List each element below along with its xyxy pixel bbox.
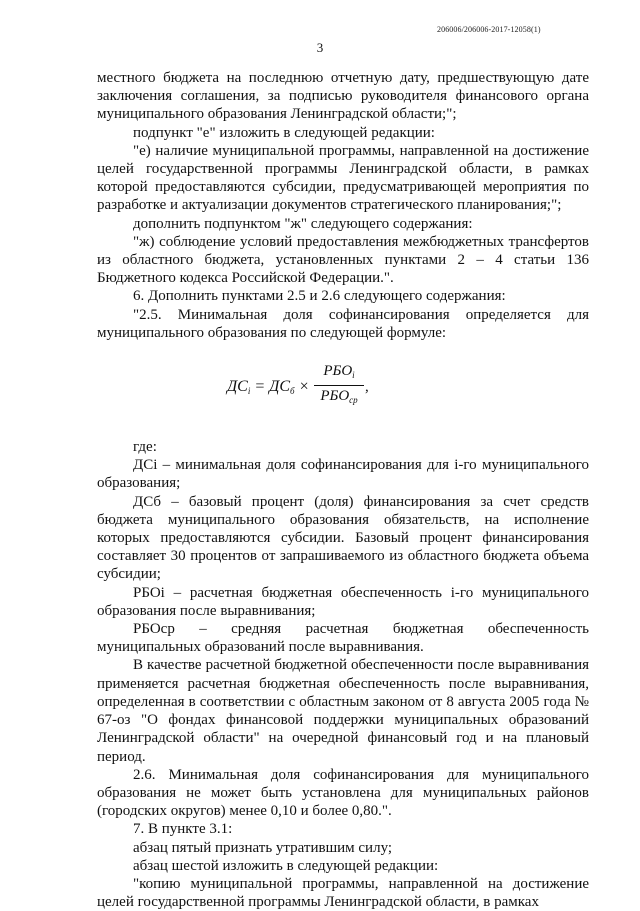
paragraph: "ж) соблюдение условий предоставления межбюджетных трансфертов из областного бюджета, установленных пунктами 2 – 4 статьи 136 Бюджетного кодекса Российской Федерации.". xyxy=(97,233,589,287)
paragraph: где: xyxy=(133,439,157,456)
formula-numerator: $РБО_i$ xyxy=(314,362,364,386)
formula-subscript: i xyxy=(247,386,251,397)
paragraph: ДСi – минимальная доля софинансирования для i-го муниципального образования; xyxy=(97,457,589,492)
paragraph: 2.6. Минимальная доля софинансирования для муниципального образования не может быть установлена для муниципальных районов (городских округов) менее 0,10 и более 0,80.". xyxy=(97,766,589,820)
paragraph: В качестве расчетной бюджетной обеспеченности после выравнивания применяется расчетная бюджетная обеспеченность после выравнивания, определенная в соответствии с областным законом от 8 августа 2005 года № 67-оз "О фондах финансовой поддержки муниципальных образований Ленинградской области" на очередной финансовый год и на плановый период. xyxy=(97,657,589,765)
paragraph: "2.5. Минимальная доля софинансирования определяется для муниципального образования по следующей формуле: xyxy=(97,306,589,341)
formula-subscript: б xyxy=(290,386,295,397)
formula-comma: , xyxy=(365,379,369,396)
paragraph: "копию муниципальной программы, направленной на достижение целей государственной программы Ленинградской области, в рамках xyxy=(97,875,589,911)
formula-equals: = xyxy=(250,378,270,396)
formula-fraction xyxy=(314,362,364,409)
paragraph: местного бюджета на последнюю отчетную дату, предшествующую дате заключения соглашения, за подписью руководителя финансового органа муниципального образования Ленинградской области;"; xyxy=(97,70,589,123)
paragraph: "е) наличие муниципальной программы, направленной на достижение целей государственной программы Ленинградской области, в рамках которой предоставляются субсидии, предусматривающей мероприятия по разработке и актуализации документов стратегического планирования;"; xyxy=(97,142,589,214)
paragraph: ДСб – базовый процент (доля) финансирования за счет средств бюджета муниципального образования обязательств, на исполнение которых предоставляются субсидии. Базовый процент финансирования составляет 30 процентов от запрашиваемого из областного бюджета объема субсидии; xyxy=(97,493,589,583)
page-number: 3 xyxy=(316,40,324,55)
cofinancing-formula xyxy=(97,342,589,438)
formula-symbol: ДС xyxy=(227,378,248,396)
document-number: 206006/206006-2017-12058(1) xyxy=(437,25,541,34)
paragraph: РБОср – средняя расчетная бюджетная обеспеченность муниципальных образований после выравнивания. xyxy=(97,621,589,656)
formula-times: × xyxy=(294,378,310,396)
paragraph: 6. Дополнить пунктами 2.5 и 2.6 следующего содержания: xyxy=(133,288,506,305)
paragraph: 7. В пункте 3.1: xyxy=(133,821,233,838)
paragraph: дополнить подпунктом "ж" следующего содержания: xyxy=(133,215,473,232)
document-body xyxy=(97,69,589,911)
paragraph: РБОi – расчетная бюджетная обеспеченность i-го муниципального образования после выравнивания; xyxy=(97,584,589,619)
formula-denominator: $РБО_{ср}$ xyxy=(320,388,358,406)
paragraph: абзац шестой изложить в следующей редакции: xyxy=(133,857,439,874)
formula-lhs xyxy=(227,378,309,400)
paragraph: абзац пятый признать утратившим силу; xyxy=(133,839,393,856)
paragraph: подпункт "е" изложить в следующей редакции: xyxy=(133,124,435,141)
formula-symbol: ДС xyxy=(269,378,291,396)
